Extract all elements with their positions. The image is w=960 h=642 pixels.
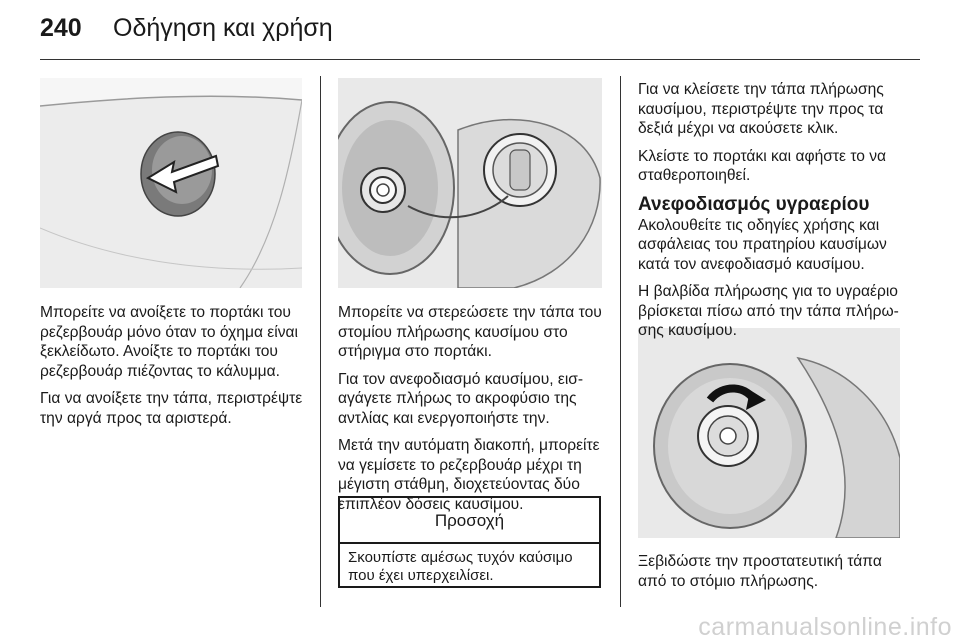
col1-paragraph-1: Μπορείτε να ανοίξετε το πορτάκι του ρεζερβουάρ μόνο όταν το όχημα είναι ξεκλείδωτο. Ανοίξτε το πορτάκι του ρεζερβουάρ πιέζοντας το κάλυμμα. bbox=[40, 304, 298, 380]
footer-watermark: carmanualsonline.info bbox=[698, 613, 952, 641]
column-3-text bbox=[638, 80, 914, 349]
col3-paragraph-1: Για να κλείσετε την τάπα πλήρωσης καυσίμου, περιστρέψτε την προς τα δεξιά μέχρι να ακούσετε κλικ. bbox=[638, 81, 884, 137]
col2-paragraph-2: Για τον ανεφοδιασμό καυσίμου, εισ-αγάγετε πλήρως το ακροφύσιο της αντλίας και ενεργοποιήστε την. bbox=[338, 370, 584, 427]
column-3-caption bbox=[638, 552, 914, 599]
page-number: 240 bbox=[40, 14, 82, 42]
col2-paragraph-1: Μπορείτε να στερεώσετε την τάπα του στομίου πλήρωσης καυσίμου στο στήριγμα στο πορτάκι. bbox=[338, 304, 602, 360]
col2-paragraph-3: Μετά την αυτόματη διακοπή, μπορείτε να γεμίσετε το ρεζερβουάρ μέχρι τη μέγιστη στάθμη, διοχετεύοντας δύο επιπλέον δόσεις καυσίμου. bbox=[338, 437, 600, 513]
page-title: Οδήγηση και χρήση bbox=[113, 14, 333, 42]
figure-lpg-valve bbox=[638, 328, 900, 538]
caution-text: Σκουπίστε αμέσως τυχόν καύσιμο που έχει υπερχειλίσει. bbox=[348, 549, 573, 584]
col1-paragraph-2: Για να ανοίξετε την τάπα, περιστρέψτε την αργά προς τα αριστερά. bbox=[40, 390, 303, 427]
fuel-door-open-illustration bbox=[338, 78, 602, 288]
figure-fuel-door-open bbox=[338, 78, 602, 288]
column-2-text bbox=[338, 303, 610, 522]
col3-paragraph-2: Κλείστε το πορτάκι και αφήστε το να σταθεροποιηθεί. bbox=[638, 147, 887, 184]
col3-paragraph-4: Η βαλβίδα πλήρωσης για το υγραέριο βρίσκεται πίσω από την τάπα πλήρω-σης καυσίμου. bbox=[638, 283, 899, 339]
fuel-door-closed-illustration bbox=[40, 78, 302, 288]
column-divider-2 bbox=[620, 76, 621, 607]
column-1-text bbox=[40, 303, 312, 436]
lpg-valve-illustration bbox=[638, 328, 900, 538]
col3-paragraph-3: Ακολουθείτε τις οδηγίες χρήσης και ασφάλειας του πρατηρίου καυσίμων κατά τον ανεφοδιασμό καυσίμου. bbox=[638, 216, 887, 273]
column-divider-1 bbox=[320, 76, 321, 607]
figure-fuel-door-closed bbox=[40, 78, 302, 288]
col3-paragraph-5: Ξεβιδώστε την προστατευτική τάπα από το στόμιο πλήρωσης. bbox=[638, 553, 882, 590]
header-rule bbox=[40, 59, 920, 60]
caution-title: Προσοχή bbox=[340, 498, 599, 544]
section-heading-lpg: Ανεφοδιασμός υγραερίου bbox=[638, 193, 870, 215]
caution-box bbox=[338, 496, 601, 588]
